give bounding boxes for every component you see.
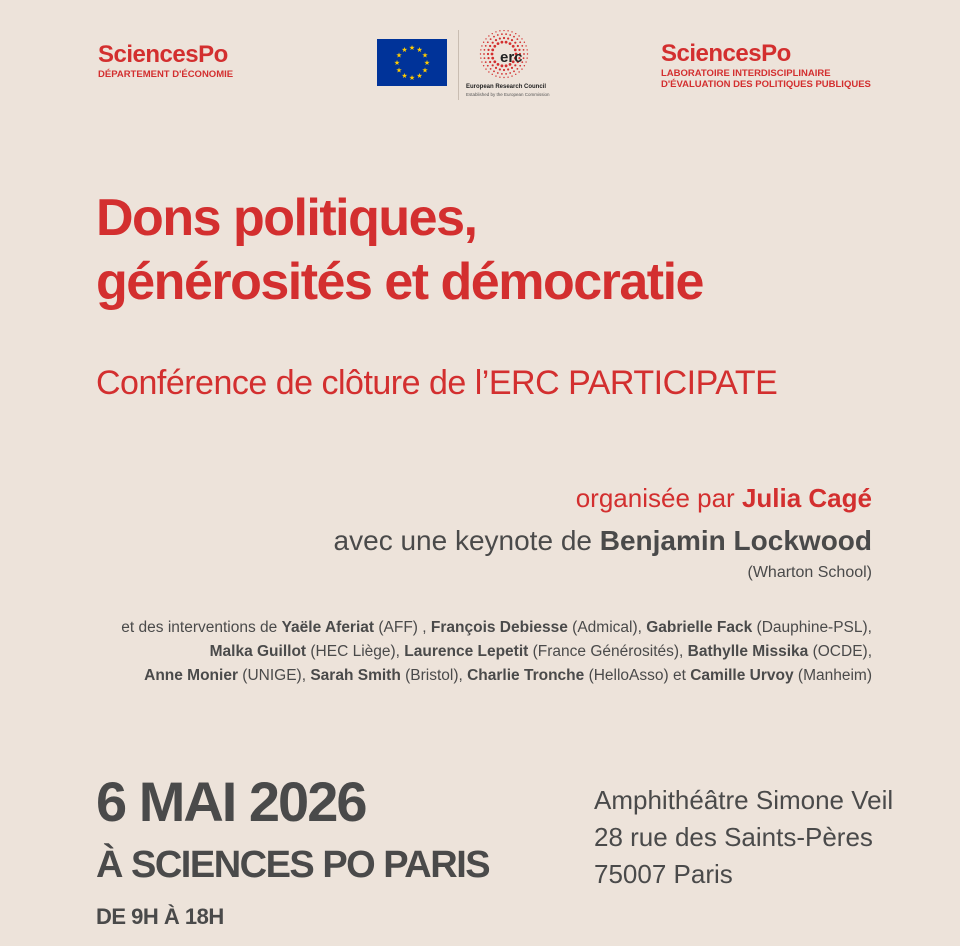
speaker-affiliation: (HelloAsso) et [584, 667, 691, 684]
erc-dot-icon [499, 76, 500, 77]
erc-dot-icon [505, 73, 507, 75]
erc-dot-icon [511, 67, 513, 69]
eu-star-icon: ★ [401, 71, 408, 80]
erc-dot-icon [489, 61, 491, 63]
address-line-3: 75007 Paris [594, 859, 733, 889]
address-line-2: 28 rue des Saints-Pères [594, 822, 873, 852]
speaker-affiliation: (France Générosités), [528, 643, 688, 660]
speaker-name: Bathylle Missika [687, 643, 809, 660]
erc-dot-icon [493, 70, 495, 72]
erc-dot-icon [492, 42, 494, 44]
erc-dot-icon [499, 30, 500, 31]
erc-dot-icon [499, 37, 501, 39]
erc-dot-icon [526, 57, 527, 58]
erc-dot-icon [503, 30, 504, 31]
erc-dot-icon [483, 53, 485, 55]
event-place: À SCIENCES PO PARIS [96, 844, 490, 886]
speaker-name: François Debiesse [430, 619, 568, 636]
erc-dot-icon [497, 42, 500, 45]
erc-dot-icon [521, 45, 523, 47]
erc-dot-icon [487, 65, 489, 67]
erc-dot-icon [480, 49, 481, 50]
erc-dot-icon [523, 53, 525, 55]
erc-dot-icon [523, 57, 525, 59]
speaker-affiliation: (Manheim) [793, 667, 872, 684]
speaker-name: Anne Monier [144, 667, 238, 684]
erc-dot-icon [493, 45, 496, 48]
organizer-line [576, 480, 872, 516]
erc-dot-icon [481, 45, 482, 46]
logo-subtitle-line2: D'ÉVALUATION DES POLITIQUES PUBLIQUES [661, 79, 871, 90]
erc-dot-icon [495, 75, 496, 76]
speaker-name: Camille Urvoy [690, 667, 794, 684]
erc-dot-icon [507, 30, 508, 31]
erc-dot-icon [481, 61, 482, 62]
erc-dot-icon [484, 57, 486, 59]
erc-dot-icon [490, 68, 492, 70]
keynote-speaker: Benjamin Lockwood [599, 525, 872, 556]
speaker-affiliation: (HEC Liège), [306, 643, 405, 660]
speaker-affiliation: (Admical), [567, 619, 647, 636]
speaker-name: Laurence Lepetit [404, 643, 529, 660]
erc-dot-icon [497, 72, 499, 74]
eu-star-icon: ★ [395, 66, 403, 75]
erc-dot-icon [491, 53, 494, 56]
erc-dot-icon [493, 36, 495, 38]
page-title [96, 186, 703, 314]
erc-dot-icon [489, 45, 491, 47]
speaker-affiliation: (Dauphine-PSL), [752, 619, 872, 636]
speakers-line-3 [32, 664, 872, 688]
erc-dot-icon [485, 61, 487, 63]
eu-star-icon: ★ [408, 44, 416, 52]
erc-dot-icon [507, 37, 509, 39]
eu-star-icon: ★ [416, 71, 423, 80]
erc-dot-icon [505, 41, 508, 44]
eu-star-icon: ★ [421, 51, 429, 60]
speakers-line-1 [32, 616, 872, 640]
erc-dot-icon [488, 71, 489, 72]
erc-dot-icon [487, 41, 489, 43]
erc-dot-icon [516, 68, 518, 70]
event-date: 6 MAI 2026 [96, 770, 366, 833]
eu-star-icon: ★ [401, 46, 408, 55]
title-line-2: générosités et démocratie [96, 253, 703, 311]
speaker-name: Charlie Tronche [467, 667, 585, 684]
erc-dot-icon [492, 33, 493, 34]
erc-dot-icon [511, 39, 513, 41]
erc-dot-icon [507, 76, 508, 77]
erc-dot-icon [501, 33, 503, 35]
erc-dot-icon [493, 60, 496, 63]
speaker-name: Malka Guillot [209, 643, 307, 660]
erc-dot-icon [516, 38, 518, 40]
erc-dot-icon [514, 42, 516, 44]
eu-star-icon: ★ [423, 59, 431, 67]
eu-star-icon: ★ [393, 59, 401, 67]
erc-dot-icon [491, 57, 494, 60]
speaker-name: Gabrielle Fack [646, 619, 753, 636]
logo-name: SciencesPo [661, 40, 791, 67]
page-subtitle: Conférence de clôture de l’ERC PARTICIPATE [96, 364, 778, 402]
erc-dot-icon [483, 42, 484, 43]
erc-dot-icon [499, 68, 501, 70]
erc-dot-icon [521, 38, 522, 39]
erc-dot-icon [525, 61, 526, 62]
sciencespo-economics-logo [98, 42, 233, 80]
speaker-affiliation: (OCDE), [808, 643, 872, 660]
logo-divider [458, 30, 459, 100]
erc-dot-icon [521, 68, 522, 69]
eu-star-icon: ★ [416, 46, 423, 55]
erc-dot-icon [497, 63, 500, 66]
erc-dot-icon [509, 34, 511, 36]
erc-dot-icon [507, 68, 509, 70]
speakers-intro: et des interventions de [121, 619, 282, 636]
erc-dot-icon [518, 71, 519, 72]
eu-star-icon: ★ [395, 51, 403, 60]
erc-dot-icon [490, 38, 492, 40]
sciencespo-liepp-logo [661, 41, 871, 90]
organizer-name: Julia Cagé [741, 483, 872, 513]
erc-dot-icon [511, 75, 512, 76]
speaker-affiliation: (AFF) , [374, 619, 431, 636]
erc-name: European Research Council [466, 84, 547, 90]
erc-dot-icon [518, 35, 519, 36]
erc-dot-icon [525, 45, 526, 46]
eu-flag-icon [377, 39, 447, 86]
speaker-name: Sarah Smith [310, 667, 401, 684]
erc-dot-icon [495, 39, 497, 41]
erc-dot-icon [492, 74, 493, 75]
erc-dot-icon [485, 45, 487, 47]
speaker-affiliation: (Bristol), [400, 667, 468, 684]
erc-dot-icon [487, 53, 489, 55]
erc-dot-icon [517, 45, 519, 47]
erc-dot-icon [515, 74, 516, 75]
keynote-line [334, 522, 872, 560]
eu-star-icon: ★ [421, 66, 429, 75]
title-line-1: Dons politiques, [96, 189, 477, 247]
erc-dot-icon [526, 49, 527, 50]
event-hours: DE 9H À 18H [96, 904, 224, 929]
speakers-list [32, 616, 872, 688]
erc-dot-icon [487, 49, 489, 51]
eu-star-icon: ★ [408, 74, 416, 82]
erc-dot-icon [492, 64, 494, 66]
erc-dot-icon [487, 57, 489, 59]
erc-dot-icon [488, 35, 489, 36]
erc-mark: erc [500, 49, 523, 66]
erc-tagline: Established by the European Commission [466, 92, 550, 97]
erc-dot-icon [519, 41, 521, 43]
event-address [594, 782, 893, 893]
erc-dot-icon [509, 42, 512, 45]
erc-dot-icon [503, 37, 505, 39]
erc-dot-icon [527, 53, 528, 54]
erc-dot-icon [497, 34, 499, 36]
logo-subtitle-line1: LABORATOIRE INTERDISCIPLINAIRE [661, 68, 831, 79]
erc-dot-icon [503, 69, 505, 71]
erc-dot-icon [501, 41, 504, 44]
erc-dot-icon [485, 38, 486, 39]
speakers-line-2 [32, 640, 872, 664]
erc-dot-icon [495, 67, 497, 69]
keynote-affiliation: (Wharton School) [747, 564, 872, 581]
logo-subtitle: DÉPARTEMENT D'ÉCONOMIE [98, 69, 234, 80]
erc-dot-icon [503, 77, 504, 78]
erc-dot-icon [513, 70, 515, 72]
erc-dot-icon [511, 31, 512, 32]
speaker-affiliation: (UNIGE), [238, 667, 311, 684]
erc-dot-icon [483, 65, 484, 66]
erc-dot-icon [480, 57, 481, 58]
erc-dot-icon [523, 49, 525, 51]
keynote-prefix: avec une keynote de [333, 525, 600, 556]
erc-dot-icon [485, 68, 486, 69]
erc-dot-icon [515, 33, 516, 34]
organizer-prefix: organisée par [575, 483, 742, 513]
erc-dot-icon [512, 45, 515, 48]
erc-dot-icon [505, 33, 507, 35]
erc-dot-icon [524, 42, 525, 43]
erc-dot-icon [491, 48, 494, 51]
erc-dot-icon [513, 36, 515, 38]
erc-dot-icon [484, 49, 486, 51]
erc-dot-icon [509, 72, 511, 74]
address-line-1: Amphithéâtre Simone Veil [594, 785, 894, 815]
erc-dot-icon [501, 73, 503, 75]
logo-name: SciencesPo [98, 41, 228, 68]
erc-dot-icon [495, 31, 496, 32]
erc-dot-icon [524, 65, 525, 66]
erc-logo-icon [466, 30, 556, 118]
erc-dot-icon [480, 53, 481, 54]
speaker-name: Yaële Aferiat [281, 619, 375, 636]
